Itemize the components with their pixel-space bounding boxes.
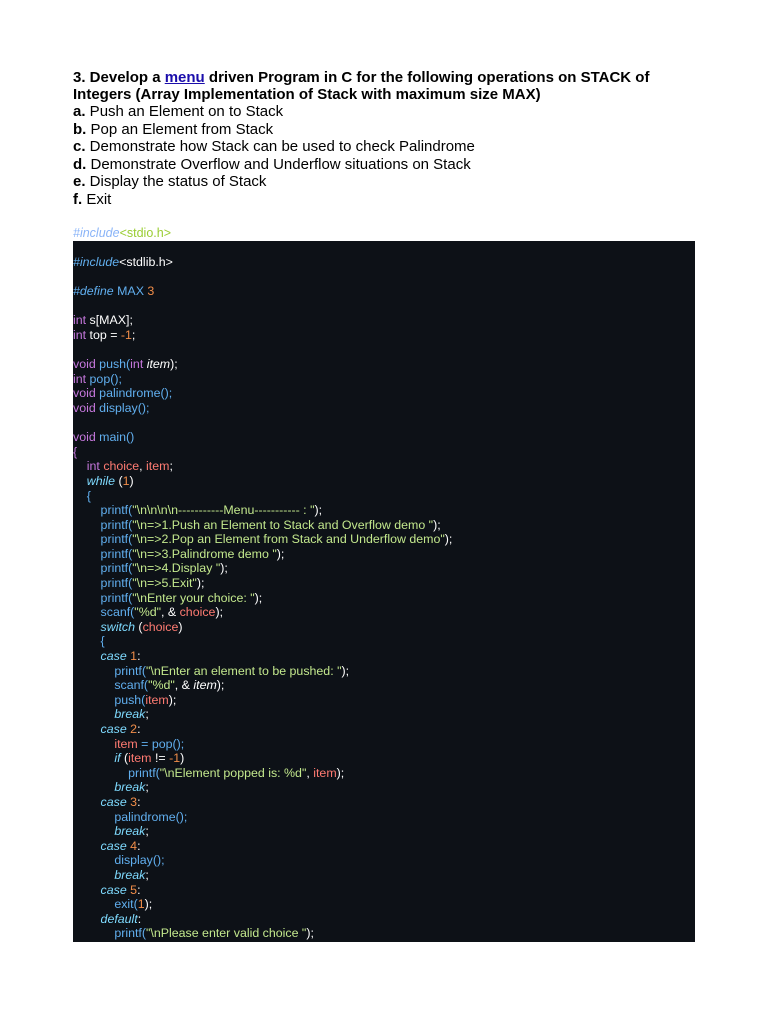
- code-token: int: [73, 371, 87, 386]
- code-token: void: [73, 400, 96, 415]
- code-token: switch: [100, 619, 135, 634]
- code-line: [73, 328, 695, 343]
- code-token: :: [137, 838, 141, 853]
- heading-suffix: driven Program in C for the following operations on STACK of: [204, 69, 650, 86]
- code-block: [73, 241, 695, 942]
- code-token: while: [86, 473, 116, 488]
- task-letter: b.: [73, 120, 87, 138]
- code-line: [73, 883, 695, 898]
- code-line: [73, 664, 695, 679]
- code-token: , &: [161, 605, 180, 620]
- code-token: 1: [137, 897, 145, 912]
- menu-link[interactable]: menu: [164, 69, 205, 86]
- code-token: ,: [139, 459, 147, 474]
- code-token: ): [178, 619, 183, 634]
- code-line: [73, 912, 695, 927]
- code-line: [73, 416, 695, 431]
- code-token: 3: [147, 284, 155, 299]
- code-line: [73, 532, 695, 547]
- code-token: ,: [306, 765, 314, 780]
- code-token: = pop();: [137, 736, 185, 751]
- task-text: Push an Element on to Stack: [85, 103, 284, 120]
- code-token: choice: [99, 459, 140, 474]
- task-item: [73, 191, 695, 209]
- task-text: Display the status of Stack: [85, 173, 267, 190]
- code-line: [73, 810, 695, 825]
- code-line: [73, 343, 695, 358]
- code-token: printf(: [100, 576, 133, 591]
- code-token: item: [193, 678, 217, 693]
- code-line: [73, 722, 695, 737]
- task-item: [73, 156, 695, 174]
- code-token: "\nEnter an element to be pushed: ": [146, 663, 342, 678]
- code-token: case: [100, 649, 127, 664]
- code-token: display();: [114, 853, 165, 868]
- code-line: [73, 926, 695, 941]
- code-token: int: [130, 357, 144, 372]
- code-token: item: [146, 459, 170, 474]
- code-line: [73, 474, 695, 489]
- code-token: int: [86, 459, 100, 474]
- code-line: [73, 401, 695, 416]
- code-token: "\n=>1.Push an Element to Stack and Overflow demo ": [132, 517, 434, 532]
- code-line: [73, 270, 695, 285]
- code-line: [73, 620, 695, 635]
- code-line: [73, 591, 695, 606]
- code-token: );: [444, 532, 453, 547]
- code-token: break: [114, 780, 146, 795]
- task-text: Demonstrate Overflow and Underflow situations on Stack: [86, 155, 471, 173]
- code-token: (: [115, 473, 123, 488]
- code-token: int: [73, 313, 87, 328]
- code-token: printf(: [114, 663, 146, 678]
- code-token: );: [276, 546, 285, 561]
- code-line: [73, 751, 695, 766]
- code-token: #include: [73, 255, 120, 269]
- code-line: [73, 445, 695, 460]
- code-line: [73, 255, 695, 270]
- code-token: );: [170, 357, 178, 372]
- code-line: [73, 518, 695, 533]
- code-token: void: [73, 430, 96, 445]
- code-token: !=: [151, 751, 170, 766]
- code-line: [73, 489, 695, 504]
- code-line: [73, 897, 695, 912]
- code-token: {: [86, 488, 91, 503]
- code-token: <stdlib.h>: [119, 255, 173, 269]
- code-line: [73, 795, 695, 810]
- code-line: [73, 737, 695, 752]
- code-token: );: [196, 576, 205, 591]
- task-text: Pop an Element from Stack: [86, 120, 274, 138]
- include-header: <stdio.h>: [119, 226, 172, 240]
- code-token: case: [100, 882, 127, 897]
- code-token: item: [128, 751, 152, 766]
- include-directive: #include: [73, 226, 120, 240]
- code-token: if: [114, 751, 121, 766]
- code-token: item: [143, 357, 171, 372]
- code-token: -1: [120, 327, 132, 342]
- code-token: int: [73, 327, 87, 342]
- code-token: item: [114, 736, 138, 751]
- code-line: [73, 605, 695, 620]
- code-line: [73, 839, 695, 854]
- code-token: ;: [169, 459, 173, 474]
- code-token: choice: [179, 605, 216, 620]
- task-item: [73, 121, 695, 139]
- code-token: "\n=>2.Pop an Element from Stack and Underflow demo": [132, 532, 445, 547]
- code-token: item: [145, 692, 169, 707]
- code-line: [73, 766, 695, 781]
- code-lines: [73, 255, 695, 941]
- task-text: Demonstrate how Stack can be used to check Palindrome: [85, 138, 475, 155]
- code-token: :: [137, 649, 141, 664]
- code-line: [73, 299, 695, 314]
- code-token: "%d": [134, 605, 162, 620]
- task-letter: a.: [73, 103, 86, 120]
- task-list: [73, 103, 695, 208]
- code-token: case: [100, 794, 127, 809]
- heading-prefix: 3. Develop a: [73, 69, 165, 86]
- code-line: [73, 678, 695, 693]
- code-token: ;: [145, 867, 149, 882]
- code-token: ;: [145, 824, 149, 839]
- code-token: void: [73, 386, 96, 401]
- code-token: );: [341, 663, 350, 678]
- task-letter: d.: [73, 155, 87, 173]
- code-line: [73, 284, 695, 299]
- code-line: [73, 357, 695, 372]
- code-token: "\nElement popped is: %d": [159, 765, 307, 780]
- include-stdio-line: [73, 226, 171, 240]
- code-token: case: [100, 722, 127, 736]
- code-token: 1: [122, 473, 130, 488]
- code-token: top =: [86, 327, 121, 342]
- task-item: [73, 138, 695, 156]
- code-token: main(): [95, 430, 135, 445]
- code-token: default: [100, 911, 138, 926]
- code-line: [73, 561, 695, 576]
- code-token: s[MAX];: [86, 313, 133, 328]
- code-line: [73, 707, 695, 722]
- code-token: "\nEnter your choice: ": [132, 590, 255, 605]
- code-token: );: [168, 692, 177, 707]
- code-token: "%d": [148, 678, 175, 693]
- code-token: palindrome();: [114, 809, 188, 824]
- code-token: (: [120, 751, 129, 766]
- code-token: );: [306, 926, 314, 941]
- code-line: [73, 634, 695, 649]
- code-token: display();: [95, 400, 150, 415]
- code-line: [73, 503, 695, 518]
- code-line: [73, 853, 695, 868]
- code-token: {: [100, 634, 105, 649]
- heading-line2: Integers (Array Implementation of Stack with maximum size MAX): [73, 86, 541, 103]
- code-token: printf(: [100, 561, 133, 576]
- code-line: [73, 386, 695, 401]
- code-token: ;: [131, 327, 136, 342]
- code-token: );: [215, 605, 224, 620]
- code-token: :: [137, 794, 141, 809]
- code-line: [73, 824, 695, 839]
- code-token: 2: [126, 722, 138, 736]
- task-letter: e.: [73, 173, 86, 190]
- code-token: );: [216, 678, 225, 693]
- code-line: [73, 693, 695, 708]
- code-token: );: [144, 897, 153, 912]
- task-letter: c.: [73, 138, 86, 155]
- code-token: "\n=>3.Palindrome demo ": [132, 546, 277, 561]
- code-line: [73, 430, 695, 445]
- code-token: push(: [114, 692, 146, 707]
- code-token: printf(: [114, 926, 146, 941]
- code-token: "\n=>4.Display ": [132, 561, 221, 576]
- code-line: [73, 547, 695, 562]
- code-token: printf(: [100, 517, 133, 532]
- code-token: #define: [73, 284, 114, 299]
- code-token: break: [114, 824, 146, 839]
- code-token: 3: [126, 794, 138, 809]
- code-token: );: [254, 590, 263, 605]
- code-token: ): [180, 751, 185, 766]
- code-token: (: [134, 619, 143, 634]
- code-token: "\n=>5.Exit": [132, 576, 197, 591]
- code-token: palindrome();: [95, 386, 173, 401]
- document-body: [73, 69, 695, 208]
- task-item: [73, 173, 695, 191]
- code-token: pop();: [86, 371, 122, 386]
- code-token: );: [336, 765, 345, 780]
- code-token: exit(: [114, 897, 138, 912]
- code-token: push(: [95, 357, 131, 372]
- code-token: 5: [126, 882, 138, 897]
- code-token: void: [73, 357, 96, 372]
- code-token: scanf(: [114, 678, 149, 693]
- code-token: break: [114, 867, 146, 882]
- code-token: case: [100, 838, 127, 853]
- code-line: [73, 372, 695, 387]
- code-token: item: [313, 765, 337, 780]
- code-token: break: [114, 707, 146, 722]
- task-text: Exit: [82, 190, 112, 208]
- code-token: MAX: [117, 284, 144, 299]
- code-token: "\nPlease enter valid choice ": [146, 926, 307, 941]
- code-token: :: [137, 722, 141, 736]
- code-token: {: [73, 444, 78, 459]
- code-token: scanf(: [100, 605, 135, 620]
- code-line: [73, 868, 695, 883]
- code-line: [73, 313, 695, 328]
- task-item: [73, 103, 695, 121]
- code-token: "\n\n\n\n-----------Menu----------- : ": [132, 503, 315, 518]
- code-token: :: [137, 882, 141, 897]
- code-line: [73, 649, 695, 664]
- task-letter: f.: [73, 190, 83, 208]
- code-token: 1: [126, 649, 138, 664]
- code-token: printf(: [100, 532, 133, 547]
- code-line: [73, 780, 695, 795]
- code-token: ): [129, 473, 134, 488]
- code-token: ;: [145, 707, 149, 722]
- code-token: choice: [142, 619, 179, 634]
- code-token: );: [433, 517, 441, 532]
- question-heading: [73, 69, 695, 103]
- code-token: );: [314, 503, 323, 518]
- code-line: [73, 576, 695, 591]
- code-token: );: [220, 561, 228, 576]
- code-token: printf(: [100, 546, 133, 561]
- code-token: , &: [174, 678, 194, 693]
- code-token: printf(: [128, 765, 160, 780]
- code-token: -1: [169, 751, 181, 766]
- code-token: 4: [126, 838, 138, 853]
- code-token: printf(: [100, 590, 133, 605]
- code-token: ;: [145, 780, 149, 795]
- code-token: printf(: [100, 503, 133, 518]
- code-token: :: [137, 911, 142, 926]
- code-line: [73, 459, 695, 474]
